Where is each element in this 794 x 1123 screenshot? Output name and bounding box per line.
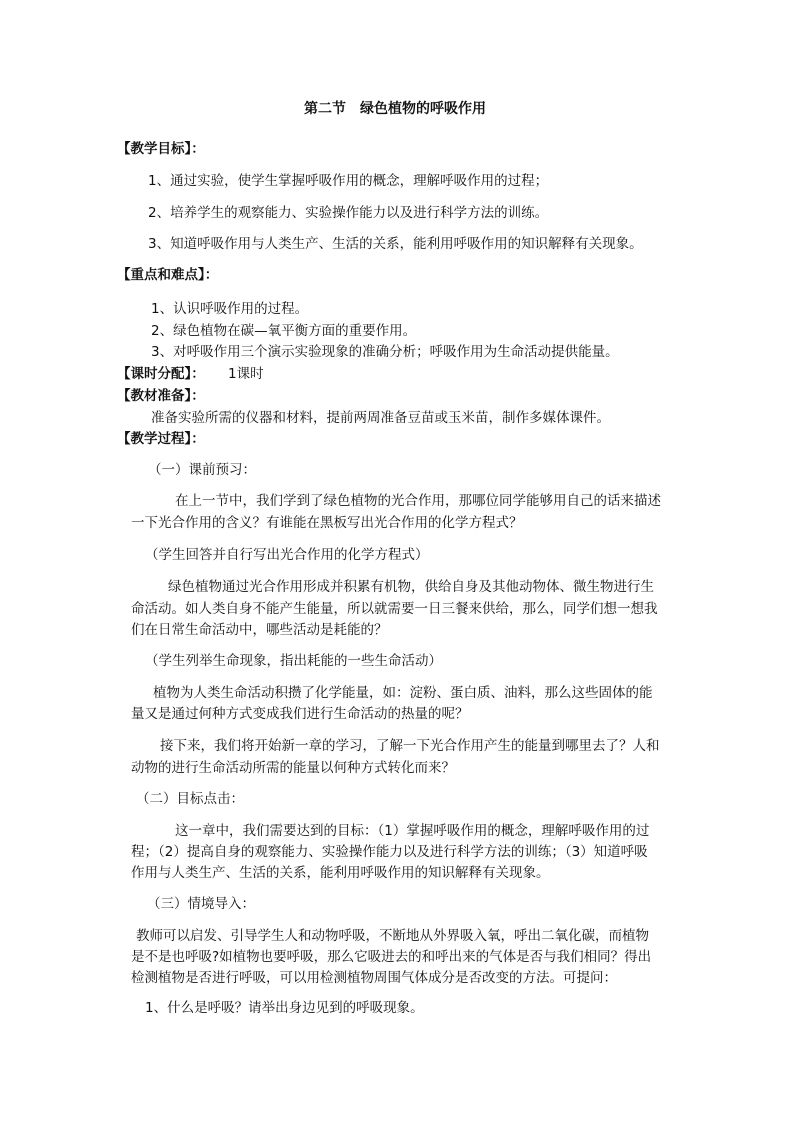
key-point-item-3: 3、对呼吸作用三个演示实验现象的准确分析；呼吸作用为生命活动提供能量。 [151, 344, 619, 360]
section-3-heading: （三）情境导入： [147, 896, 255, 912]
paragraph-5-line-3: 作用与人类生产、生活的关系，能利用呼吸作用的知识解释有关现象。 [131, 865, 550, 881]
student-note-1: （学生回答并自行写出光合作用的化学方程式） [145, 547, 429, 563]
paragraph-2-line-2: 命活动。如人类自身不能产生能量，所以就需要一日三餐来供给，那么，同学们想一想我 [131, 601, 658, 617]
paragraph-4-line-1: 接下来，我们将开始新一章的学习，了解一下光合作用产生的能量到哪里去了？人和 [160, 738, 660, 754]
objective-item-1: 1、通过实验，使学生掌握呼吸作用的概念，理解呼吸作用的过程； [148, 173, 549, 189]
key-points-heading: 【重点和难点】： [117, 267, 219, 283]
paragraph-5-line-2: 程；（2）提高自身的观察能力、实验操作能力以及进行科学方法的训练；（3）知道呼吸 [131, 844, 648, 860]
paragraph-6-line-2: 是不是也呼吸?如植物也要呼吸，那么它吸进去的和呼出来的气体是否与我们相同？得出 [131, 949, 652, 965]
materials-heading: 【教材准备】： [117, 388, 205, 404]
objectives-heading: 【教学目标】： [117, 141, 205, 157]
paragraph-4-line-2: 动物的进行生命活动所需的能量以何种方式转化而来？ [131, 760, 455, 776]
section-2-heading: （二）目标点击： [136, 791, 244, 807]
key-point-item-1: 1、认识呼吸作用的过程。 [151, 301, 309, 317]
process-heading: 【教学过程】： [117, 431, 205, 447]
paragraph-2-line-1: 绿色植物通过光合作用形成并积累有机物，供给自身及其他动物体、微生物进行生 [168, 579, 654, 595]
question-1: 1、什么是呼吸？请举出身边见到的呼吸现象。 [145, 1000, 424, 1016]
class-hours-heading: 【课时分配】： [117, 366, 205, 382]
page-title: 第二节 绿色植物的呼吸作用 [304, 101, 486, 117]
paragraph-2-line-3: 们在日常生命活动中，哪些活动是耗能的？ [131, 622, 388, 638]
paragraph-6-line-3: 检测植物是否进行呼吸，可以用检测植物周围气体成分是否改变的方法。可提问： [131, 970, 617, 986]
student-note-2: （学生列举生命现象，指出耗能的一些生命活动） [145, 653, 442, 669]
class-hours-value: 1课时 [228, 366, 264, 382]
objective-item-3: 3、知道呼吸作用与人类生产、生活的关系，能利用呼吸作用的知识解释有关现象。 [148, 236, 643, 252]
section-1-heading: （一）课前预习： [148, 462, 256, 478]
key-point-item-2: 2、绿色植物在碳—氧平衡方面的重要作用。 [151, 323, 417, 339]
objective-item-2: 2、培养学生的观察能力、实验操作能力以及进行科学方法的训练。 [148, 205, 549, 221]
paragraph-6-line-1: 教师可以启发、引导学生人和动物呼吸，不断地从外界吸入氧，呼出二氧化碳，而植物 [136, 928, 649, 944]
paragraph-3-line-2: 量又是通过何种方式变成我们进行生命活动的热量的呢？ [131, 706, 469, 722]
paragraph-1-line-2: 一下光合作用的含义？有谁能在黑板写出光合作用的化学方程式？ [131, 515, 523, 531]
paragraph-5-line-1: 这一章中，我们需要达到的目标：（1）掌握呼吸作用的概念，理解呼吸作用的过 [175, 823, 650, 839]
paragraph-1-line-1: 在上一节中，我们学到了绿色植物的光合作用，那哪位同学能够用自己的话来描述 [175, 493, 661, 509]
paragraph-3-line-1: 植物为人类生命活动积攒了化学能量，如：淀粉、蛋白质、油料，那么这些固体的能 [153, 685, 653, 701]
materials-text: 准备实验所需的仪器和材料，提前两周准备豆苗或玉米苗，制作多媒体课件。 [151, 410, 610, 426]
